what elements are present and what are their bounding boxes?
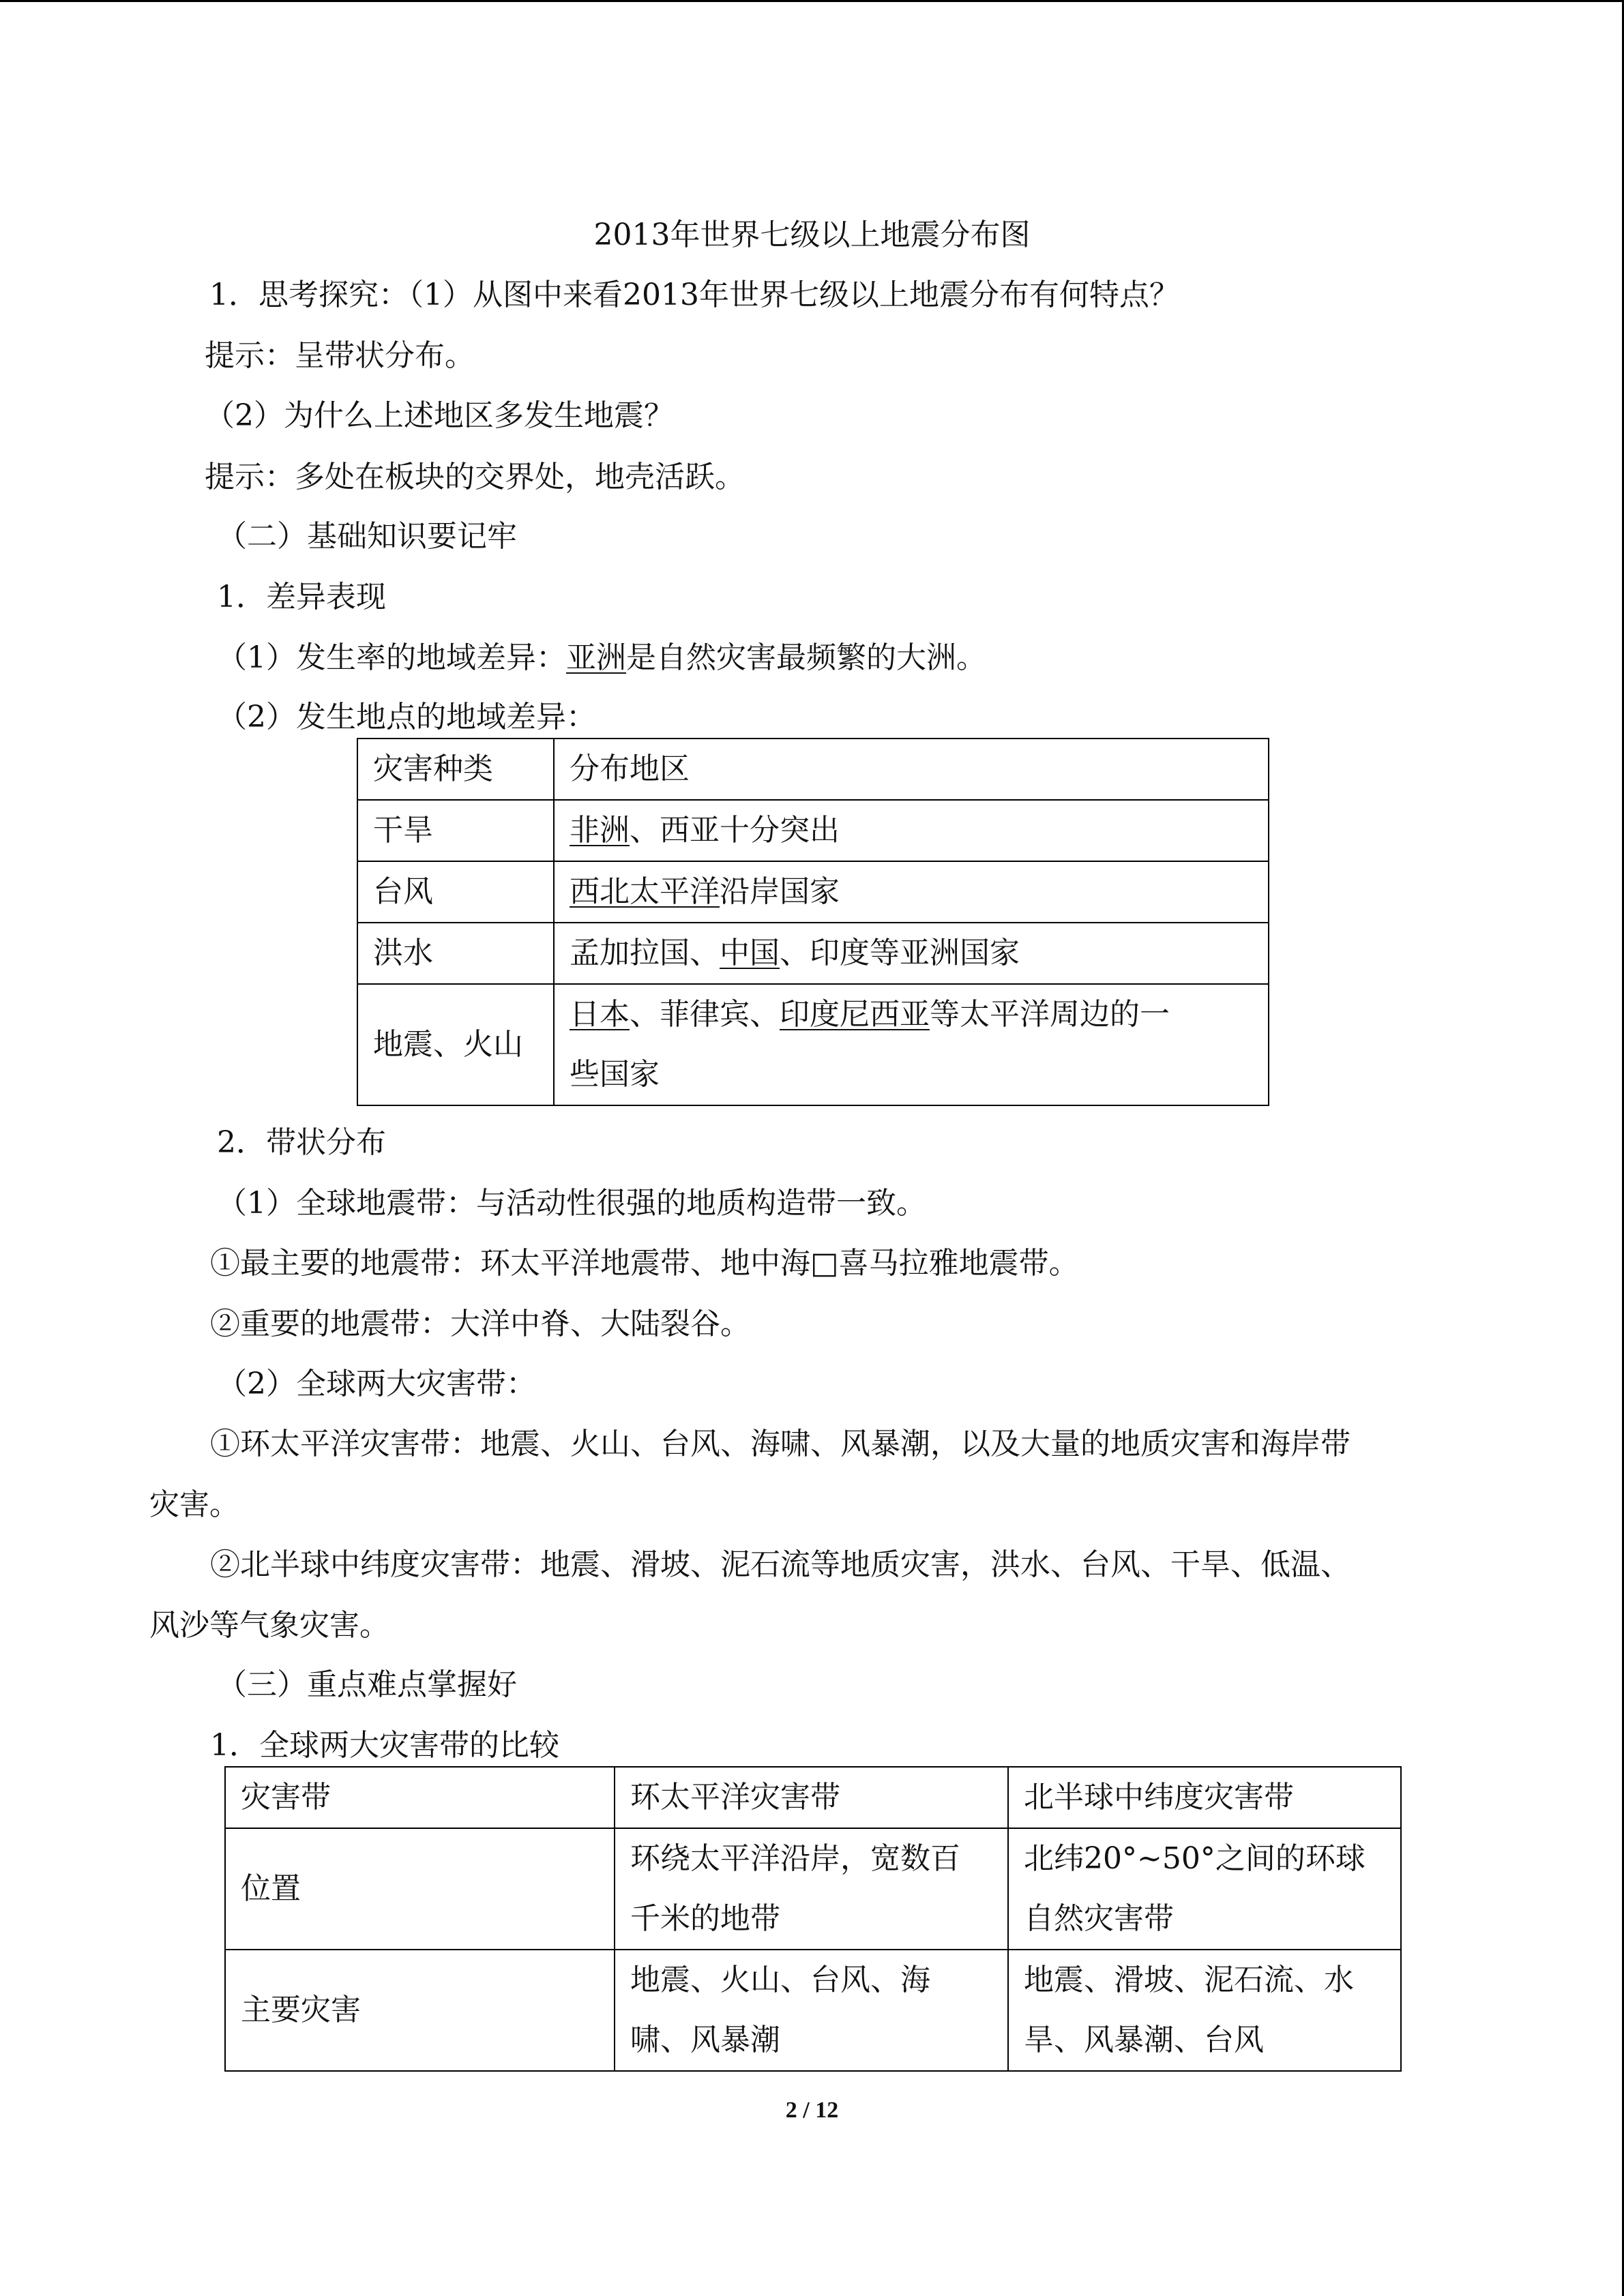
item-1-1	[217, 638, 986, 679]
underlined-text: 日本	[570, 997, 630, 1032]
table-row	[225, 1950, 1401, 2071]
cell-text: 自然灾害带	[1024, 1901, 1174, 1936]
table-header-cell: 环太平洋灾害带	[615, 1767, 1008, 1828]
item-1-1-suffix: 是自然灾害最频繁的大洲。	[626, 640, 986, 675]
underlined-text: 中国	[720, 936, 780, 970]
page-frame-top	[0, 0, 1624, 2]
table-cell	[615, 1828, 1008, 1950]
disaster-belt-comparison-table	[224, 1766, 1402, 2072]
cell-text: 沿岸国家	[720, 874, 840, 909]
item-2-2-b-line2: 风沙等气象灾害。	[149, 1608, 389, 1643]
table-cell	[554, 800, 1269, 861]
table-cell	[554, 984, 1269, 1105]
table-cell	[1008, 1828, 1401, 1950]
hint-1: 提示：呈带状分布。	[205, 338, 475, 373]
underlined-text: 非洲	[570, 813, 630, 848]
cell-text: 地震、滑坡、泥石流、水	[1024, 1963, 1354, 1997]
item-1-1-prefix: （1）发生率的地域差异：	[217, 640, 566, 675]
table-cell: 洪水	[357, 923, 554, 984]
table-cell	[615, 1950, 1008, 2071]
cell-text: 啸、风暴潮	[630, 2023, 780, 2057]
table-cell: 位置	[225, 1828, 615, 1950]
section-3-heading: （三）重点难点掌握好	[217, 1667, 517, 1702]
table-cell	[1008, 1950, 1401, 2071]
table-cell: 干旱	[357, 800, 554, 861]
cell-text: 、印度等亚洲国家	[780, 936, 1020, 970]
underlined-text: 印度尼西亚	[780, 997, 930, 1032]
table-cell: 主要灾害	[225, 1950, 615, 2071]
cell-text: 北纬20°~50°之间的环球	[1024, 1841, 1365, 1876]
table-header-cell: 北半球中纬度灾害带	[1008, 1767, 1401, 1828]
table-header-cell: 分布地区	[554, 739, 1269, 800]
cell-text: 孟加拉国、	[570, 936, 720, 970]
figure-caption: 2013年世界七级以上地震分布图	[593, 218, 1031, 252]
table-cell: 地震、火山	[357, 984, 554, 1105]
table-row	[225, 1767, 1401, 1828]
subsection-3-1-heading: 1．全球两大灾害带的比较	[210, 1728, 559, 1763]
table-row	[357, 923, 1269, 984]
section-2-heading: （二）基础知识要记牢	[217, 519, 517, 554]
disaster-distribution-table	[357, 738, 1269, 1106]
item-2-2-b-line1: ②北半球中纬度灾害带：地震、滑坡、泥石流等地质灾害，洪水、台风、干旱、低温、	[210, 1547, 1350, 1582]
cell-text: 地震、火山、台风、海	[630, 1963, 930, 1997]
item-2-1: （1）全球地震带：与活动性很强的地质构造带一致。	[217, 1186, 926, 1221]
cell-text: 些国家	[570, 1057, 660, 1092]
table-row	[225, 1828, 1401, 1950]
item-2-2-a-line2: 灾害。	[149, 1487, 239, 1522]
question-2: （2）为什么上述地区多发生地震？	[205, 398, 674, 433]
table-row	[357, 800, 1269, 861]
cell-text: 环绕太平洋沿岸，宽数百	[630, 1841, 960, 1876]
table-cell	[554, 861, 1269, 923]
item-2-1-a: ①最主要的地震带：环太平洋地震带、地中海□喜马拉雅地震带。	[210, 1246, 1079, 1281]
item-1-1-underlined: 亚洲	[566, 640, 626, 675]
cell-text: 旱、风暴潮、台风	[1024, 2023, 1264, 2057]
table-cell	[554, 923, 1269, 984]
table-header-cell: 灾害带	[225, 1767, 615, 1828]
item-2-2: （2）全球两大灾害带：	[217, 1367, 536, 1401]
table-row	[357, 739, 1269, 800]
cell-text: 千米的地带	[630, 1901, 780, 1936]
page-number: 2 / 12	[785, 2098, 839, 2123]
table-row	[357, 861, 1269, 923]
hint-2: 提示：多处在板块的交界处，地壳活跃。	[205, 460, 745, 494]
table-header-cell: 灾害种类	[357, 739, 554, 800]
table-row	[357, 984, 1269, 1105]
item-2-2-a-line1: ①环太平洋灾害带：地震、火山、台风、海啸、风暴潮，以及大量的地质灾害和海岸带	[210, 1427, 1350, 1461]
item-1-2: （2）发生地点的地域差异：	[217, 700, 596, 734]
item-2-1-b: ②重要的地震带：大洋中脊、大陆裂谷。	[210, 1307, 750, 1341]
subsection-1-heading: 1．差异表现	[217, 580, 386, 614]
cell-text: 、菲律宾、	[630, 997, 780, 1032]
subsection-2-heading: 2．带状分布	[217, 1125, 386, 1160]
cell-text: 等太平洋周边的一	[930, 997, 1170, 1032]
table-cell: 台风	[357, 861, 554, 923]
question-1: 1．思考探究：（1）从图中来看2013年世界七级以上地震分布有何特点？	[209, 278, 1179, 312]
underlined-text: 西北太平洋	[570, 874, 720, 909]
cell-text: 、西亚十分突出	[630, 813, 840, 848]
